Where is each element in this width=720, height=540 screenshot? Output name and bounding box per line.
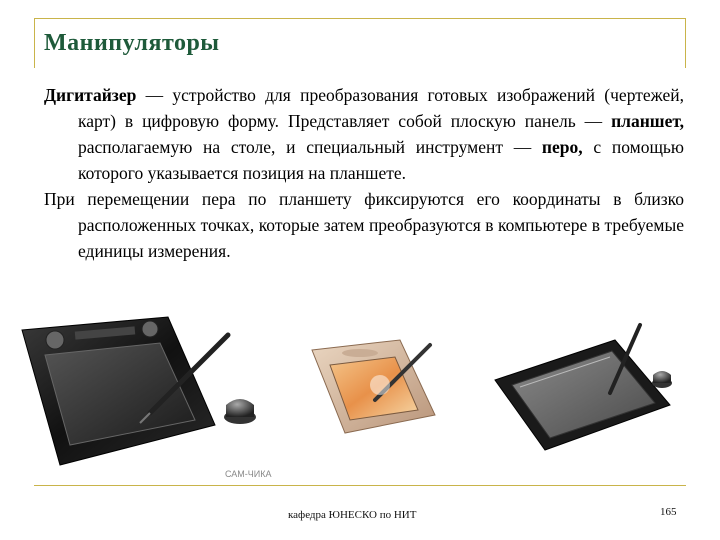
tablet-images [0,305,720,485]
p1-part-c: располагаемую на столе, и специальный инструмент — [78,137,542,157]
term-pen: перо, [541,137,583,157]
term-tablet: планшет, [611,111,684,131]
watermark-text: САМ-ЧИКА [225,469,272,479]
frame-bottom-line [34,485,686,486]
footer-department: кафедра ЮНЕСКО по НИТ [288,509,417,521]
page-number: 165 [660,506,677,518]
frame-top-line [34,18,686,19]
term-digitizer: Дигитайзер [44,85,137,105]
p1-part-e: с помощью которого указывается позиция на планшете. [78,137,684,183]
frame-right-line [685,18,686,68]
paragraph-pen-movement: При перемещении пера по планшету фиксируются его координаты в близко расположенных точках, которые затем преобразуются в компьютере в требуемые единицы измерения. [44,189,684,261]
tablet-right-image [495,325,672,450]
tablet-center-image [312,340,435,433]
frame-left-line [34,18,35,68]
p1-part-a: — устройство для преобразования готовых изображений (чертежей, карт) в цифровую форму. Представляет собой плоскую панель — [78,85,684,131]
slide-body [44,82,684,264]
slide-title: Манипуляторы [44,30,220,56]
tablet-left-image [22,317,272,479]
paragraph-digitizer [44,82,684,186]
